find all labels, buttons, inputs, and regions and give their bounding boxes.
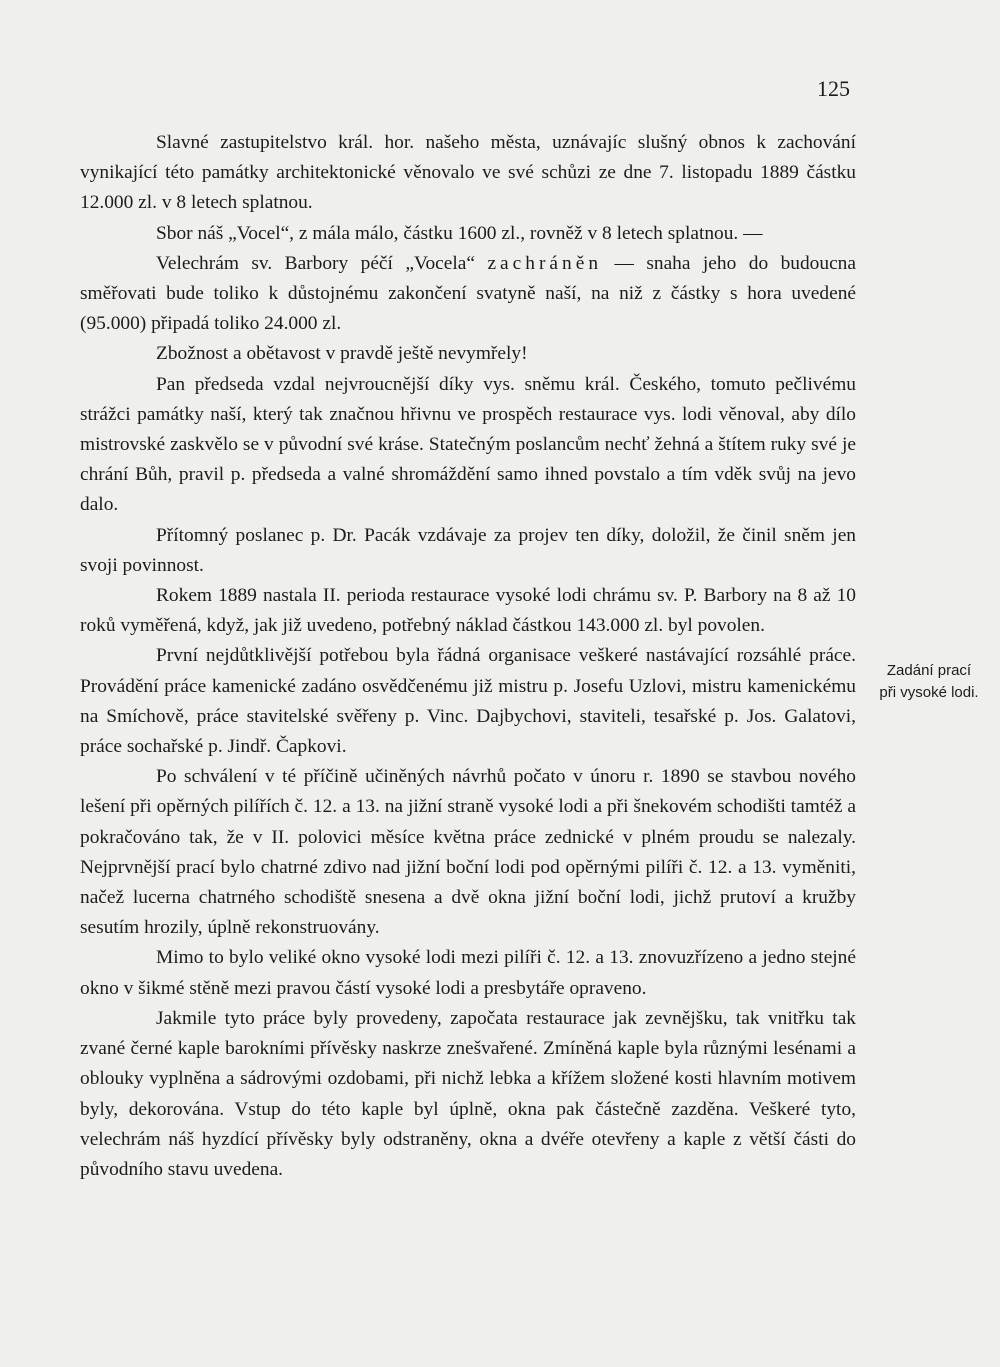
marginal-note-line-2: při vysoké lodi.: [879, 684, 979, 701]
paragraph-3-spaced-word: zachráněn: [487, 252, 603, 274]
paragraph-3-start: Velechrám sv. Barbory péčí „Vocela“: [156, 252, 488, 274]
page-number: 125: [817, 76, 850, 101]
paragraph-10: Mimo to bylo veliké okno vysoké lodi mezi pilíři č. 12. a 13. znovuzřízeno a jedno stejné okno v šikmé stěně mezi pravou částí vysoké lodi a presbytáře opraveno.: [80, 947, 856, 999]
main-text: [80, 128, 856, 1185]
paragraph-3: [80, 249, 856, 340]
paragraph-5: Pan předseda vzdal nejvroucnější díky vys. sněmu král. Českého, tomuto pečlivému strážci památky naší, který tak značnou hřivnu ve prospěch restaurace vys. lodi věnoval, aby dílo mistrovské zaskvělo se v původní své kráse. Statečným poslancům nechť žehná a štítem ruky své je chrání Bůh, pravil p. předseda a valné shromáždění samo ihned povstalo a tím vděk svůj na jevo dalo.: [80, 373, 856, 516]
paragraph-11: Jakmile tyto práce byly provedeny, započata restaurace jak zevnějšku, tak vnitřku tak zvané černé kaple barokními přívěsky naskrze znešvařené. Zmíněná kaple byla různými lesénami a oblouky vyplněna a sádrovými ozdobami, při nichž lebka a křížem složené kosti hlavním motivem byly, dekorována. Vstup do této kaple byl úplně, okna pak částečně zazděna. Veškeré tyto, velechrám náš hyzdící přívěsky byly odstraněny, okna a dvéře otevřeny a kaple z větší části do původního stavu uvedena.: [80, 1007, 856, 1180]
paragraph-4: Zbožnost a obětavost v pravdě ještě nevymřely!: [156, 343, 528, 365]
paragraph-6: Přítomný poslanec p. Dr. Pacák vzdávaje za projev ten díky, doložil, že činil sněm jen svoji povinnost.: [80, 524, 856, 576]
marginal-note: [866, 660, 992, 704]
paragraph-9: Po schválení v té příčině učiněných návrhů počato v únoru r. 1890 se stavbou nového lešení při opěrných pilířích č. 12. a 13. na jižní straně vysoké lodi a při šnekovém schodišti tamtéž a pokračováno tak, že v II. polovici měsíce května práce zednické v plném proudu se nalezaly. Nejprvnější prací bylo chatrné zdivo nad jižní boční lodi pod opěrnými pilíři č. 12. a 13. vyměniti, načež lucerna chatrného schodiště snesena a dvě okna jižní boční lodi, jichž prutoví a kružby sesutím hrozily, úplně rekonstruovány.: [80, 766, 856, 939]
paragraph-8: První nejdůtklivější potřebou byla řádná organisace veškeré nastávající rozsáhlé práce. Provádění práce kamenické zadáno osvědčenému již mistru p. Josefu Uzlovi, mistru kamenickému na Smíchově, práce stavitelské svěřeny p. Vinc. Dajbychovi, staviteli, tesařské p. Jos. Galatovi, práce sochařské p. Jindř. Čapkovi.: [80, 645, 856, 758]
marginal-note-line-1: Zadání prací: [886, 662, 972, 679]
paragraph-2: Sbor náš „Vocel“, z mála málo, částku 1600 zl., rovněž v 8 letech splatnou. —: [156, 222, 763, 244]
paragraph-3-end: — snaha jeho do budoucna směřovati bude toliko k důstojnému zakončení svatyně naší, na niž z částky s hora uvedené (95.000) připadá toliko 24.000 zl.: [80, 252, 856, 335]
paragraph-7: Rokem 1889 nastala II. perioda restaurace vysoké lodi chrámu sv. P. Barbory na 8 až 10 roků vyměřená, když, jak již uvedeno, potřebný náklad částkou 143.000 zl. byl povolen.: [80, 585, 856, 637]
paragraph-1: Slavné zastupitelstvo král. hor. našeho města, uznávajíc slušný obnos k zachování vynikající této památky architektonické věnovalo ve své schůzi ze dne 7. listopadu 1889 částku 12.000 zl. v 8 letech splatnou.: [80, 132, 856, 214]
